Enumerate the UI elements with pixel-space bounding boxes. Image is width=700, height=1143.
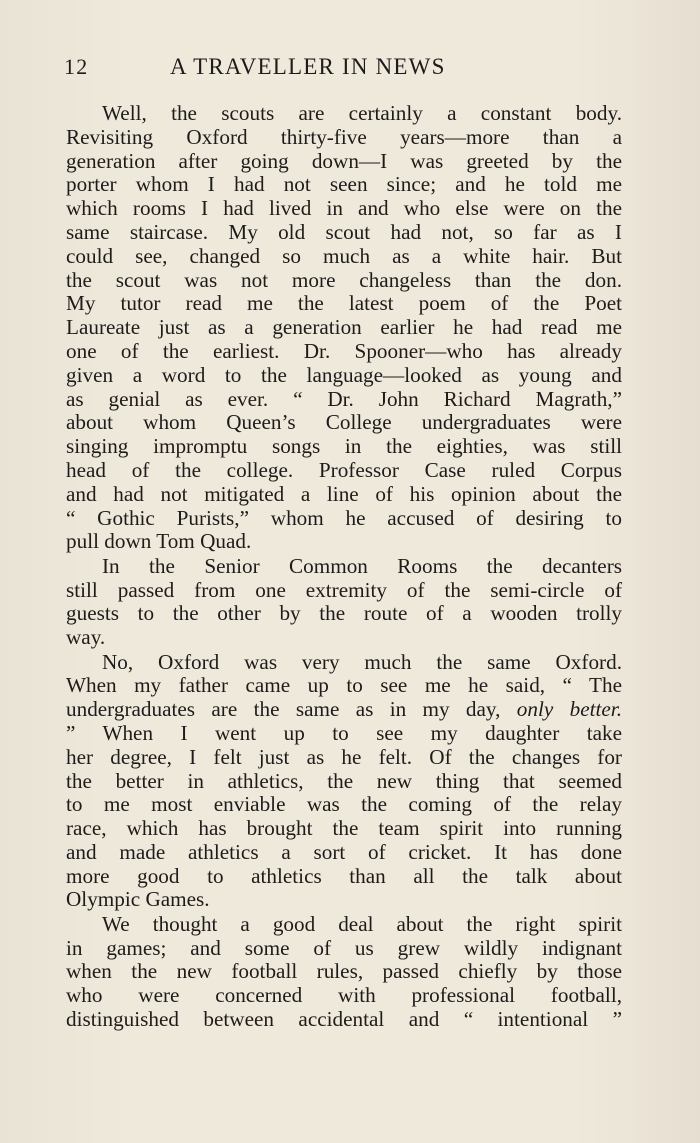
text-line: Revisiting Oxford thirty-five years—more than a	[66, 124, 622, 149]
text-line: Well, the scouts are certainly a constant body.	[102, 101, 622, 125]
text-line: No, Oxford was very much the same Oxford.	[102, 649, 622, 674]
text-line: as genial as ever. “ Dr. John Richard Magrath,”	[66, 386, 622, 411]
text-line: which rooms I had lived in and who else were on the	[66, 196, 622, 221]
text-line: the better in athletics, the new thing that seemed	[66, 768, 622, 793]
text-line: to me most enviable was the coming of the relay	[66, 792, 622, 817]
body-text	[66, 102, 622, 1032]
page-header	[64, 54, 624, 88]
paragraph	[66, 651, 622, 913]
text-segment: undergraduates are the same as in my day,	[66, 697, 501, 722]
text-line: In the Senior Common Rooms the decanters	[102, 553, 622, 578]
text-line: one of the earliest. Dr. Spooner—who has already	[66, 338, 622, 363]
text-line: could see, changed so much as a white hair. But	[66, 243, 622, 268]
text-line: generation after going down—I was greeted by the	[66, 148, 622, 173]
text-line: porter whom I had not seen since; and he told me	[66, 172, 622, 197]
text-line: who were concerned with professional football,	[66, 983, 622, 1008]
text-line: distinguished between accidental and “ intentional ”	[66, 1007, 622, 1032]
text-line: same staircase. My old scout had not, so far as I	[66, 219, 622, 244]
text-line: when the new football rules, passed chiefly by those	[66, 959, 622, 984]
text-line: singing impromptu songs in the eighties, was still	[66, 434, 622, 459]
text-line: and had not mitigated a line of his opinion about the	[66, 481, 622, 506]
text-line: more good to athletics than all the talk about	[66, 863, 622, 888]
text-line: and made athletics a sort of cricket. It has done	[66, 839, 622, 864]
text-line: the scout was not more changeless than the don.	[66, 267, 622, 292]
text-line: in games; and some of us grew wildly indignant	[66, 935, 622, 960]
text-line: When my father came up to see me he said, “ The	[66, 673, 622, 698]
text-line: Laureate just as a generation earlier he had read me	[66, 315, 622, 340]
paragraph	[66, 555, 622, 650]
page-number: 12	[64, 54, 89, 79]
text-line: given a word to the language—looked as young and	[66, 362, 622, 387]
paragraph	[66, 102, 622, 554]
text-line: My tutor read me the latest poem of the Poet	[66, 291, 622, 316]
text-line: Olympic Games.	[66, 887, 210, 912]
paragraph	[66, 913, 622, 1032]
text-line: about whom Queen’s College undergraduates were	[66, 410, 622, 435]
text-line	[66, 698, 622, 722]
text-line: still passed from one extremity of the semi-circle of	[66, 577, 622, 602]
text-line: pull down Tom Quad.	[66, 529, 252, 554]
text-line: head of the college. Professor Case ruled Corpus	[66, 457, 622, 482]
text-line: We thought a good deal about the right spirit	[102, 911, 622, 936]
text-line: her degree, I felt just as he felt. Of the changes for	[66, 744, 622, 769]
running-title: A TRAVELLER IN NEWS	[170, 54, 446, 79]
text-line: race, which has brought the team spirit into running	[66, 816, 622, 841]
text-line: ” When I went up to see my daughter take	[66, 720, 622, 745]
italic-text: only better.	[516, 697, 622, 722]
text-line: way.	[66, 625, 106, 650]
text-line: “ Gothic Purists,” whom he accused of desiring to	[66, 505, 622, 530]
text-line: guests to the other by the route of a wooden trolly	[66, 601, 622, 626]
